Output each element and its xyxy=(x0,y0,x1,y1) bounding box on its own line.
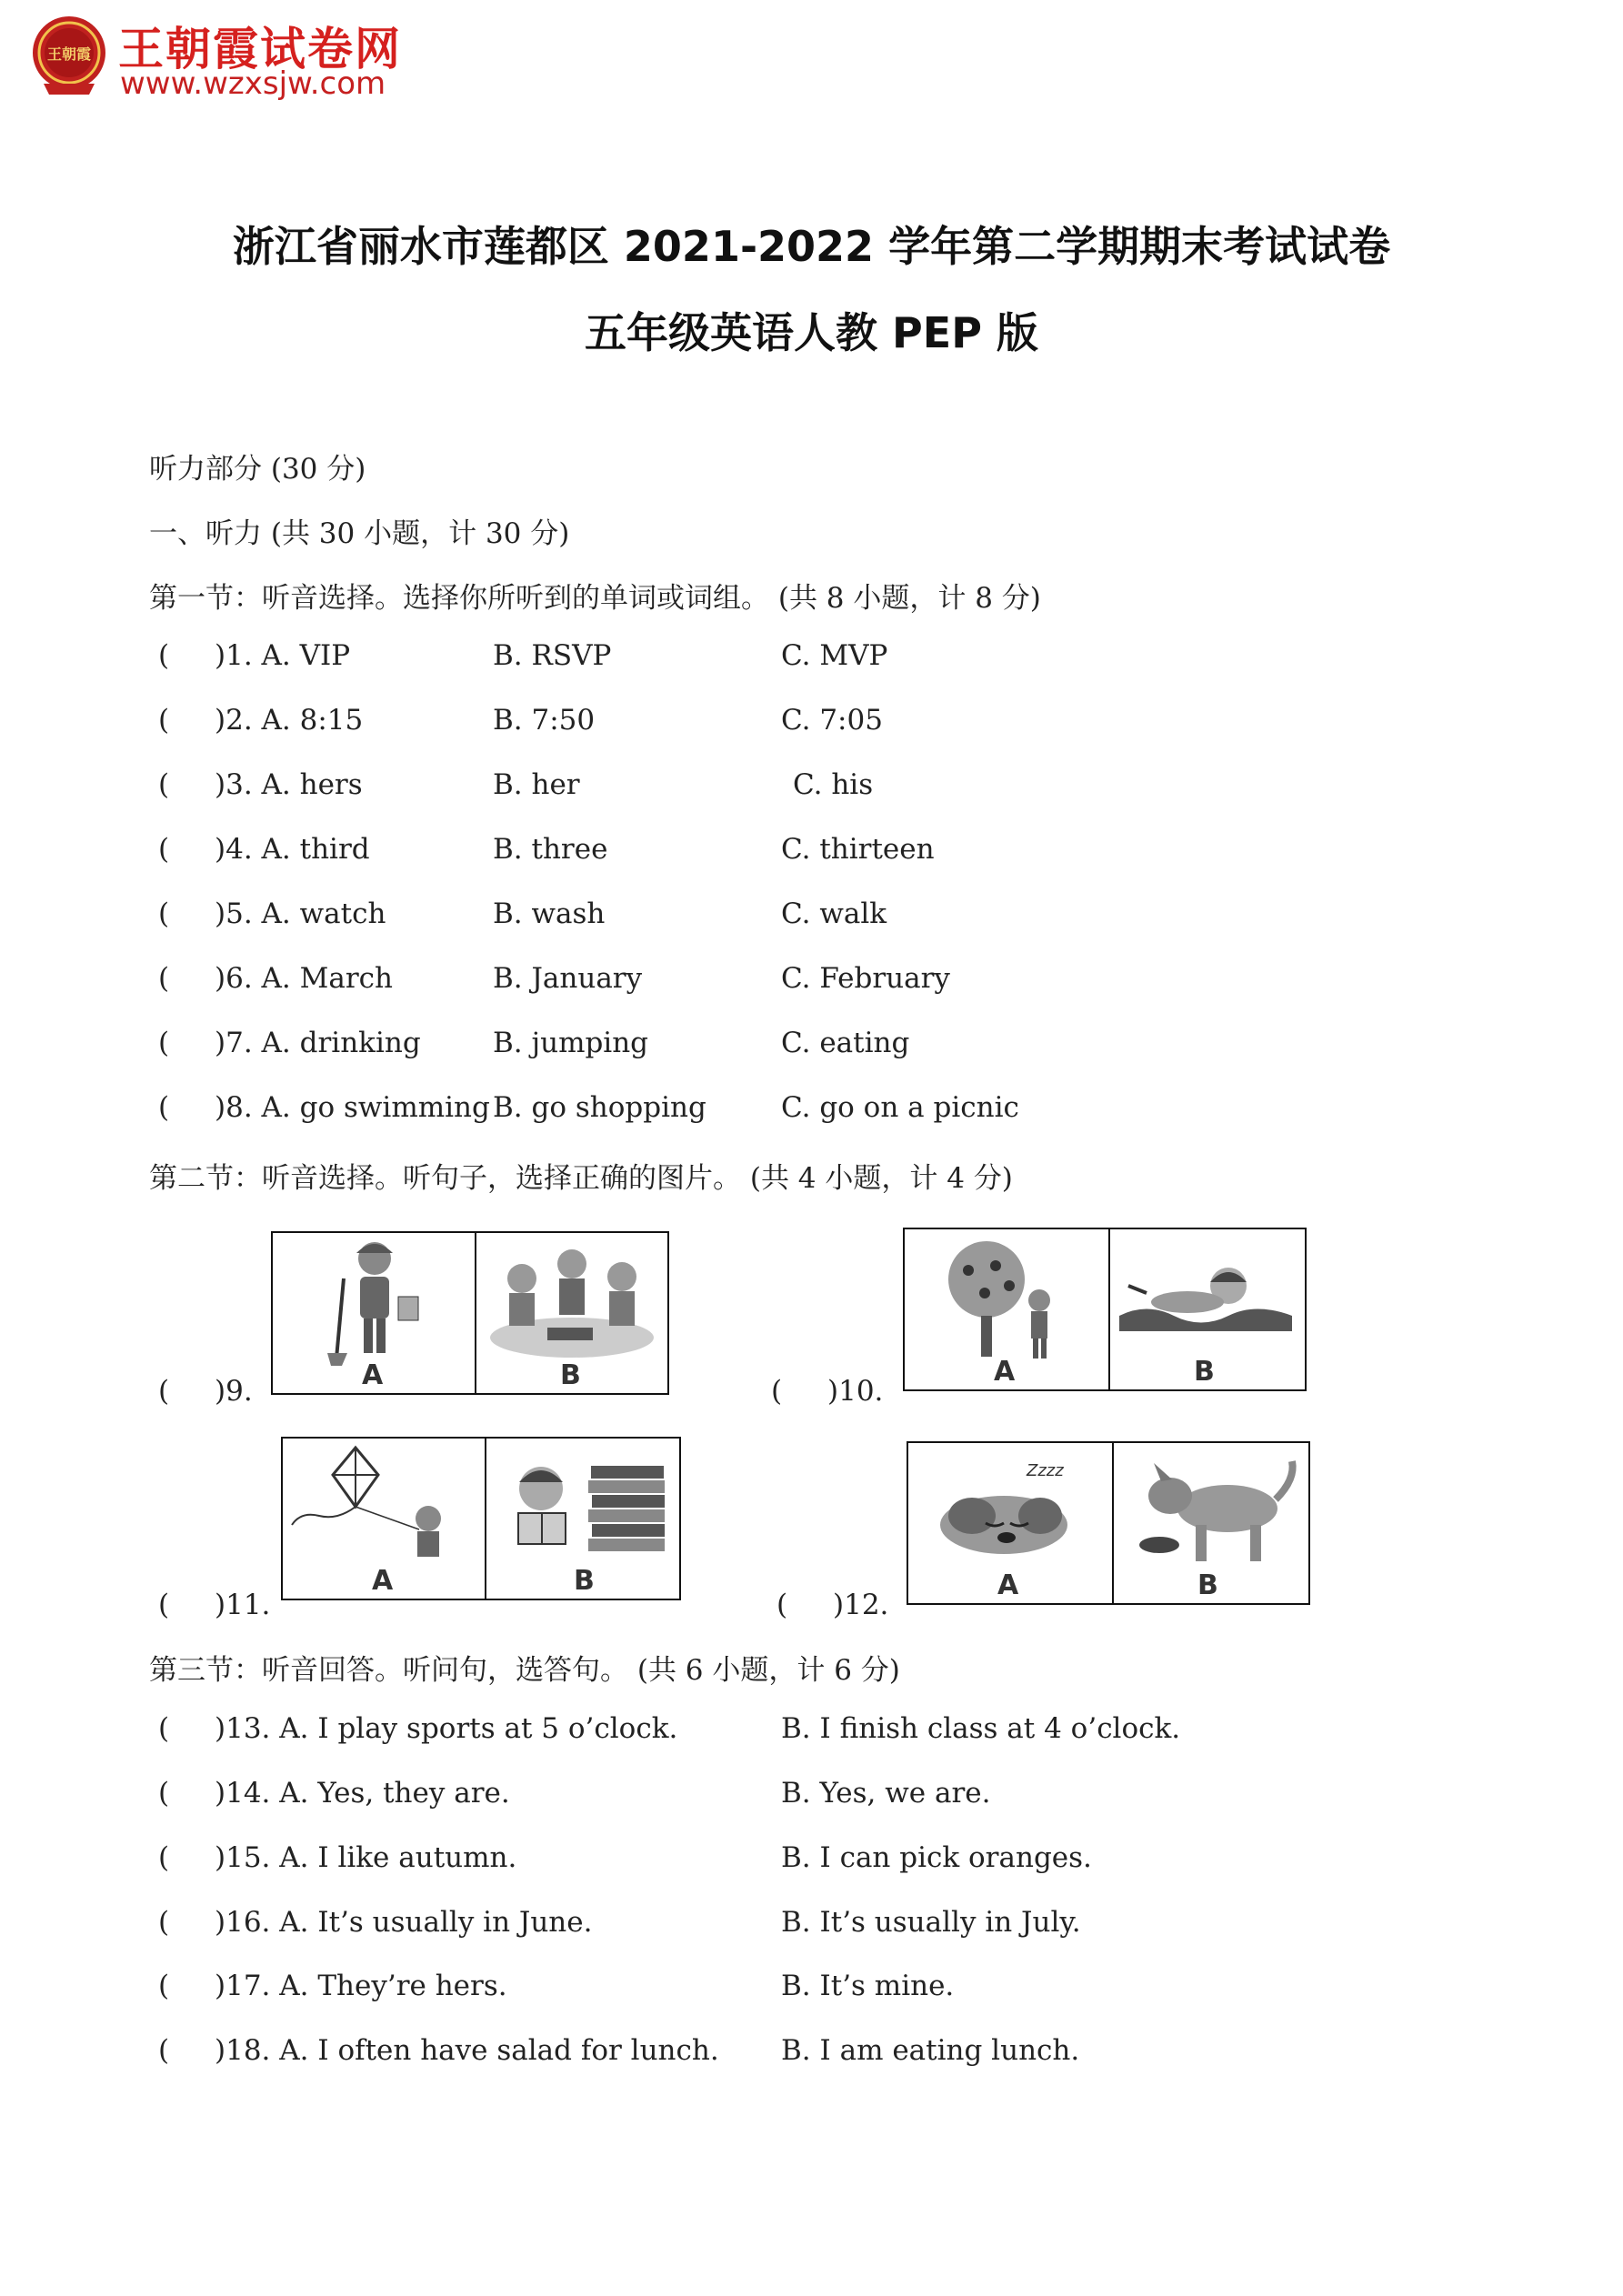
answer-paren[interactable]: ( xyxy=(158,768,170,801)
section-one-heading: 一、听力 (共 30 小题，计 30 分) xyxy=(149,517,570,550)
swimmer-icon xyxy=(1110,1229,1305,1366)
answer-paren[interactable]: ( xyxy=(158,704,170,737)
option-a-label: A xyxy=(372,1565,394,1597)
option-b-picture[interactable] xyxy=(1114,1443,1308,1603)
exam-subtitle: 五年级英语人教 PEP 版 xyxy=(585,308,1038,357)
option-b: B. I finish class at 4 o’clock. xyxy=(781,1712,1181,1745)
option-b: B. It’s mine. xyxy=(781,1970,955,2002)
question-a: )15. A. I like autumn. xyxy=(215,1841,517,1874)
exam-title: 浙江省丽水市莲都区 2021-2022 学年第二学期期末考试试卷 xyxy=(232,222,1391,271)
question-a: )3. A. hers xyxy=(215,768,363,801)
apple-tree-icon xyxy=(905,1229,1110,1366)
option-b-label: B xyxy=(1194,1356,1215,1388)
s3-heading: 第三节：听音回答。听问句，选答句。 (共 6 小题，计 6 分) xyxy=(149,1654,900,1687)
question-a: )2. A. 8:15 xyxy=(215,704,364,737)
answer-paren[interactable]: ( xyxy=(158,639,170,672)
question-a: )8. A. go swimming xyxy=(215,1091,490,1124)
picture-choice-12 xyxy=(907,1441,1310,1605)
question-number: )9. xyxy=(215,1375,253,1408)
s2-heading: 第二节：听音选择。听句子，选择正确的图片。 (共 4 小题，计 4 分) xyxy=(149,1162,1013,1195)
option-b-label: B xyxy=(1197,1569,1218,1601)
answer-paren[interactable]: ( xyxy=(158,833,170,866)
option-a-label: A xyxy=(997,1569,1019,1601)
answer-paren[interactable]: ( xyxy=(158,1841,170,1874)
question-a: )7. A. drinking xyxy=(215,1027,421,1059)
reading-boy-icon xyxy=(486,1439,679,1575)
answer-paren[interactable]: ( xyxy=(771,1375,783,1408)
option-a-label: A xyxy=(362,1359,384,1391)
s1-heading: 第一节：听音选择。选择你所听到的单词或词组。 (共 8 小题，计 8 分) xyxy=(149,582,1041,615)
option-b: B. her xyxy=(493,768,580,801)
option-a-picture[interactable] xyxy=(905,1229,1110,1389)
site-logo xyxy=(27,13,436,104)
option-a-picture[interactable] xyxy=(908,1443,1114,1603)
option-c: C. walk xyxy=(781,897,887,930)
answer-paren[interactable]: ( xyxy=(158,1906,170,1939)
option-b-label: B xyxy=(560,1359,581,1391)
option-c: C. February xyxy=(781,962,950,995)
option-b-label: B xyxy=(574,1565,595,1597)
option-c: C. his xyxy=(793,768,874,801)
question-a: )6. A. March xyxy=(215,962,393,995)
option-b: B. It’s usually in July. xyxy=(781,1906,1081,1939)
sleeping-dog-icon xyxy=(908,1443,1114,1579)
sleep-text: Zzzz xyxy=(1027,1461,1064,1480)
picture-choice-11 xyxy=(281,1437,681,1600)
question-a: )4. A. third xyxy=(215,833,370,866)
question-number: )10. xyxy=(827,1375,884,1408)
option-c: C. eating xyxy=(781,1027,910,1059)
seal-text: 王朝霞 xyxy=(46,45,92,63)
option-a-picture[interactable] xyxy=(273,1233,476,1393)
question-a: )17. A. They’re hers. xyxy=(215,1970,507,2002)
brand-name: 王朝霞试卷网 xyxy=(118,23,402,75)
answer-paren[interactable]: ( xyxy=(158,1970,170,2002)
answer-paren[interactable]: ( xyxy=(158,897,170,930)
answer-paren[interactable]: ( xyxy=(158,1589,170,1621)
option-c: C. MVP xyxy=(781,639,888,672)
option-b: B. wash xyxy=(493,897,606,930)
option-b: B. RSVP xyxy=(493,639,612,672)
option-c: C. 7:05 xyxy=(781,704,883,737)
option-c: C. thirteen xyxy=(781,833,935,866)
answer-paren[interactable]: ( xyxy=(158,962,170,995)
answer-paren[interactable]: ( xyxy=(158,2034,170,2067)
part-heading: 听力部分 (30 分) xyxy=(149,453,366,486)
picnic-family-icon xyxy=(476,1233,667,1369)
seal-icon xyxy=(27,13,111,96)
question-a: )14. A. Yes, they are. xyxy=(215,1777,510,1810)
question-a: )13. A. I play sports at 5 o’clock. xyxy=(215,1712,678,1745)
option-a-picture[interactable] xyxy=(283,1439,486,1599)
option-b-picture[interactable] xyxy=(486,1439,679,1599)
option-b: B. January xyxy=(493,962,643,995)
option-b: B. Yes, we are. xyxy=(781,1777,991,1810)
option-b-picture[interactable] xyxy=(476,1233,667,1393)
question-number: )12. xyxy=(833,1589,889,1621)
picture-choice-10 xyxy=(903,1228,1307,1391)
question-a: )18. A. I often have salad for lunch. xyxy=(215,2034,719,2067)
answer-paren[interactable]: ( xyxy=(158,1712,170,1745)
answer-paren[interactable]: ( xyxy=(158,1777,170,1810)
question-number: )11. xyxy=(215,1589,271,1621)
picture-choice-9 xyxy=(271,1231,669,1395)
answer-paren[interactable]: ( xyxy=(776,1589,788,1621)
kite-flying-icon xyxy=(283,1439,486,1575)
eating-dog-icon xyxy=(1114,1443,1308,1579)
question-a: )16. A. It’s usually in June. xyxy=(215,1906,593,1939)
answer-paren[interactable]: ( xyxy=(158,1375,170,1408)
option-b: B. I am eating lunch. xyxy=(781,2034,1080,2067)
answer-paren[interactable]: ( xyxy=(158,1091,170,1124)
option-a-label: A xyxy=(994,1356,1016,1388)
option-b-picture[interactable] xyxy=(1110,1229,1305,1389)
option-b: B. go shopping xyxy=(493,1091,706,1124)
planting-child-icon xyxy=(273,1233,476,1369)
option-c: C. go on a picnic xyxy=(781,1091,1019,1124)
option-b: B. 7:50 xyxy=(493,704,596,737)
site-url[interactable]: www.wzxsjw.com xyxy=(120,65,386,102)
question-a: )1. A. VIP xyxy=(215,639,351,672)
answer-paren[interactable]: ( xyxy=(158,1027,170,1059)
option-b: B. I can pick oranges. xyxy=(781,1841,1092,1874)
question-a: )5. A. watch xyxy=(215,897,386,930)
option-b: B. three xyxy=(493,833,608,866)
option-b: B. jumping xyxy=(493,1027,649,1059)
